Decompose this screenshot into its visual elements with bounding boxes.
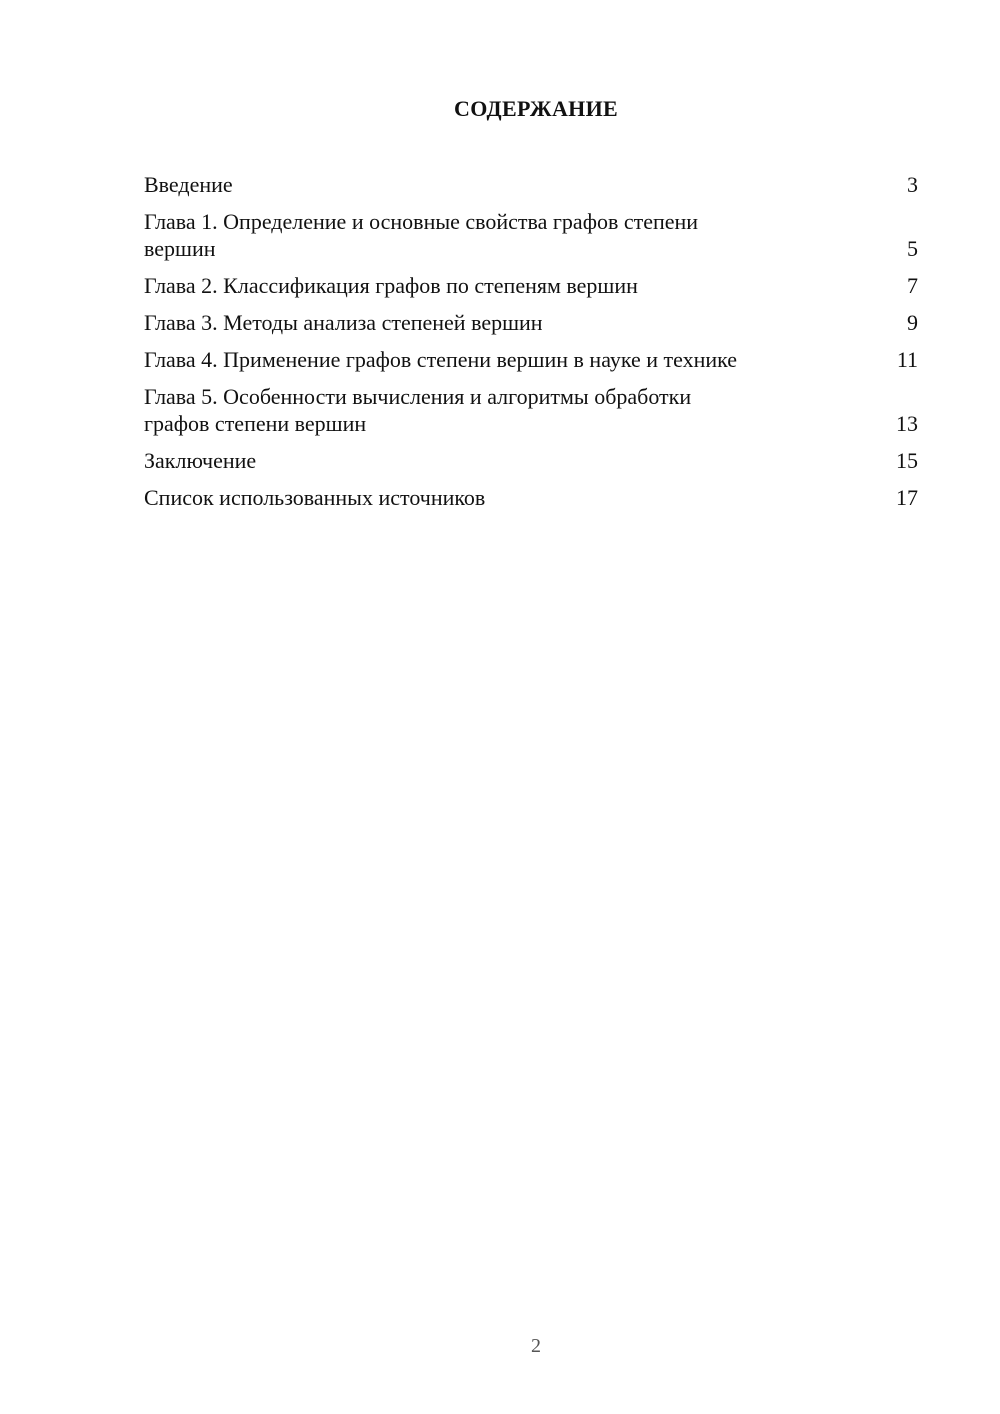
page-number: 2 [531,1335,541,1357]
toc-entry-conclusion [144,447,918,474]
toc-entry-page: 7 [907,273,918,298]
toc-entry-chapter-3 [144,309,918,336]
toc-entry-label: Введение [144,172,233,197]
toc-entry-references [144,484,918,511]
toc-entry-introduction [144,171,918,198]
toc-entry-page: 3 [907,172,918,197]
toc-entry-page: 13 [896,411,918,436]
toc-entry-label: Список использованных источников [144,485,486,510]
toc-entry-page: 9 [907,310,918,335]
toc-entry-label: Заключение [144,448,257,473]
toc-entry-label: Глава 5. Особенности вычисления и алгоритмы обработки графов степени вершин [144,384,692,436]
table-of-contents [144,171,918,521]
toc-entry-chapter-2 [144,272,918,299]
toc-entry-page: 11 [896,347,918,372]
toc-entry-label: Глава 4. Применение графов степени вершин в науке и технике [144,347,738,372]
toc-entry-label: Глава 2. Классификация графов по степеням вершин [144,273,638,298]
toc-entry-page: 5 [907,236,918,261]
toc-entry-label: Глава 1. Определение и основные свойства графов степени вершин [144,209,699,261]
toc-entry-chapter-1 [144,208,918,262]
toc-entry-label: Глава 3. Методы анализа степеней вершин [144,310,543,335]
toc-entry-chapter-5 [144,383,918,437]
toc-entry-chapter-4 [144,346,918,373]
toc-entry-page: 17 [896,485,918,510]
toc-entry-page: 15 [896,448,918,473]
page-title: СОДЕРЖАНИЕ [454,96,618,121]
